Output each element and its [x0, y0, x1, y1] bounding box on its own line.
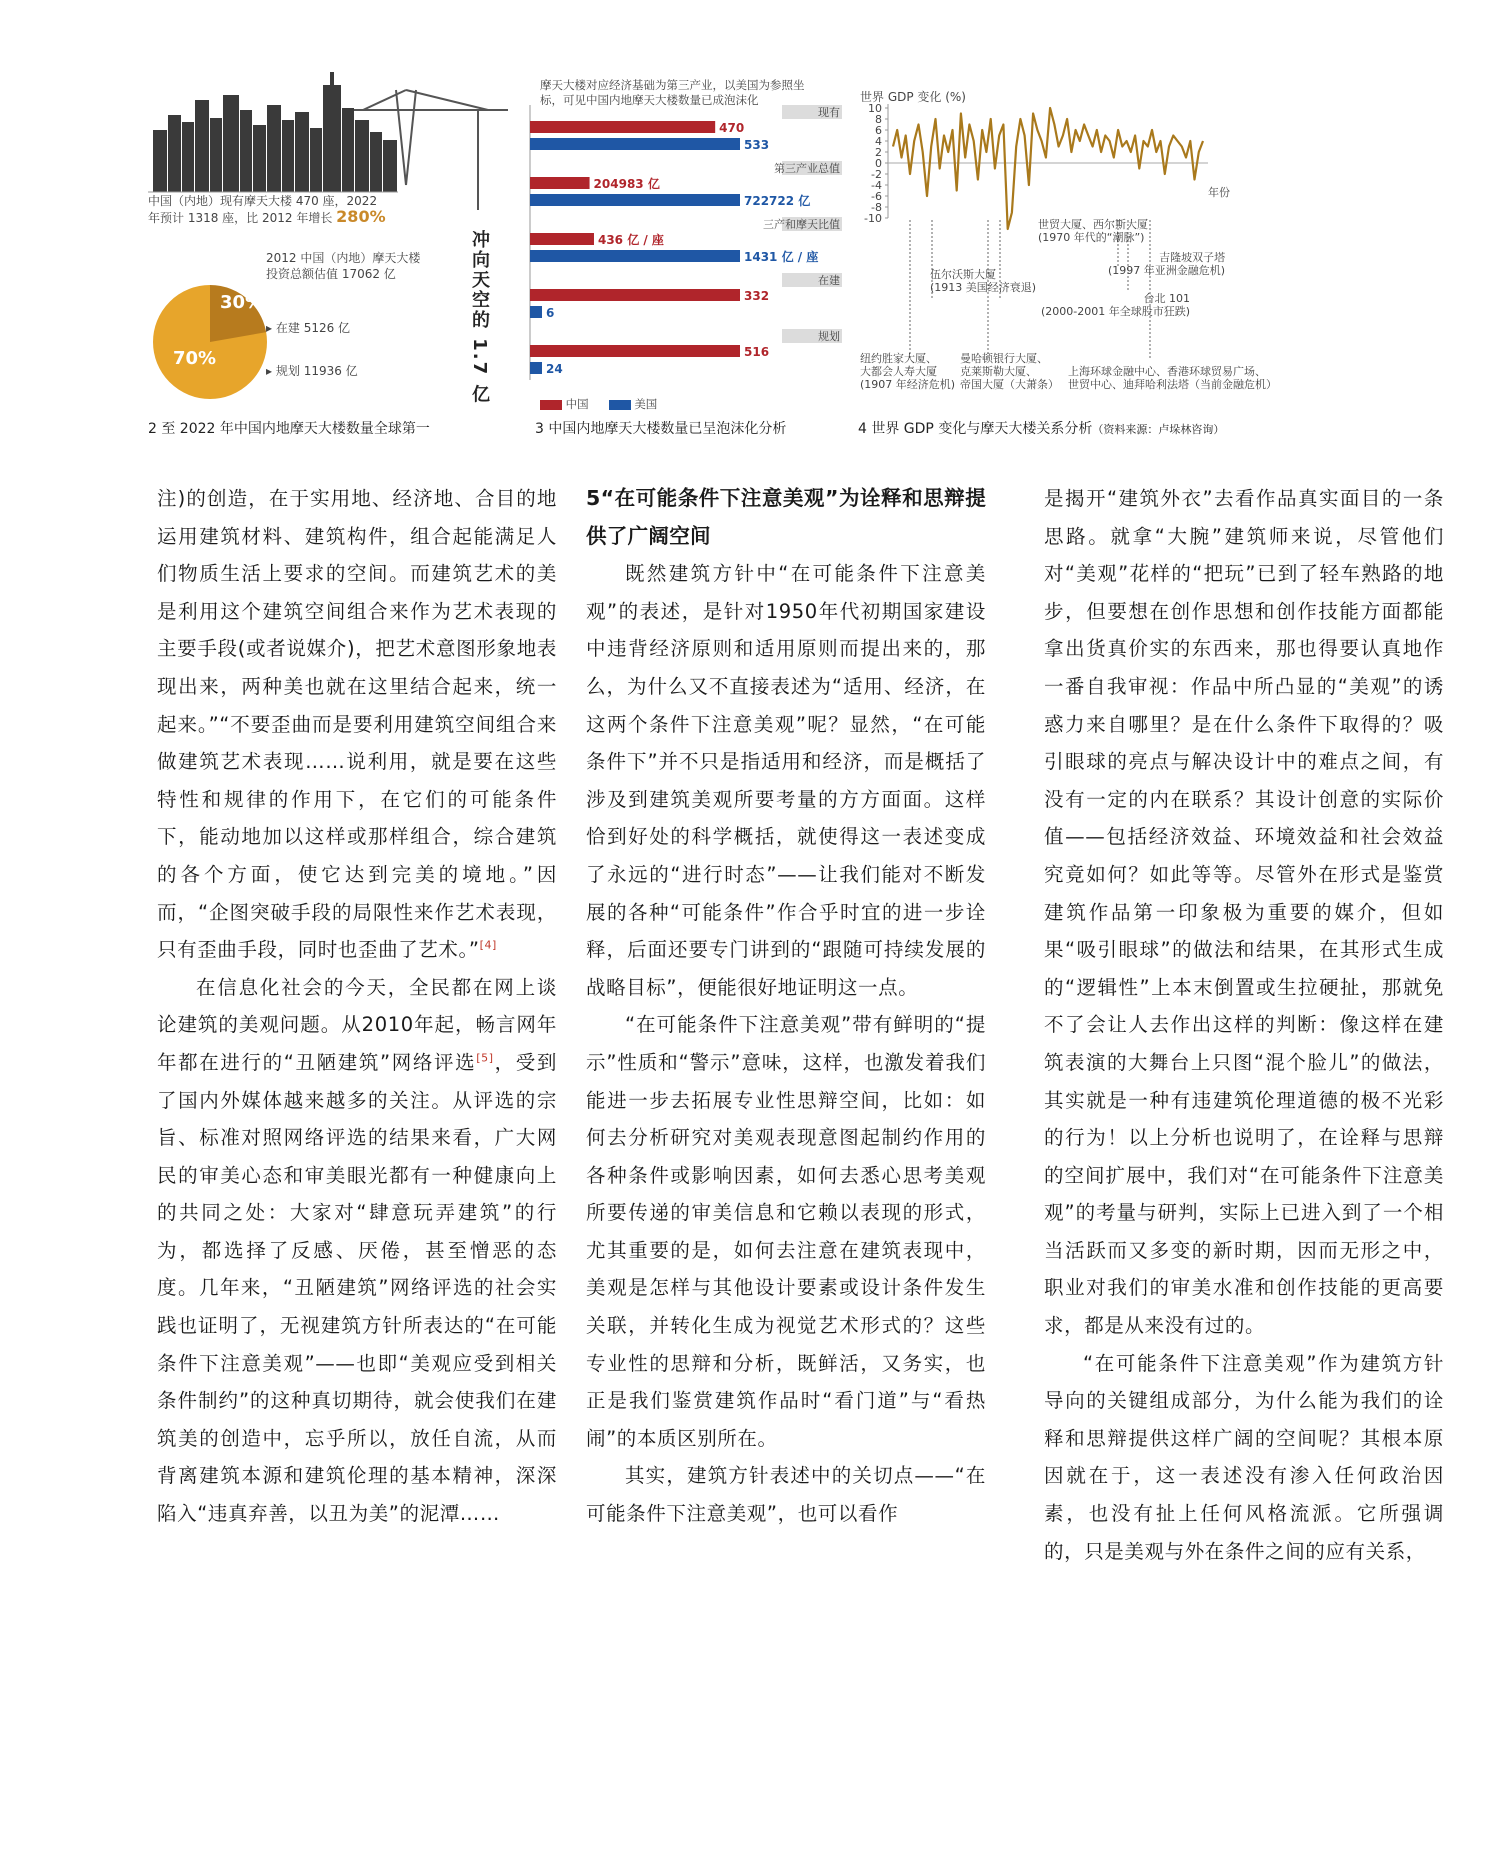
y-tick-label: 4	[875, 135, 882, 148]
group-label: 现有	[818, 106, 840, 119]
annotation-woolworth-note: (1913 美国经济衰退)	[930, 281, 1037, 294]
gdp-xlabel: 年份	[1208, 186, 1230, 199]
col2-paragraph-2: “在可能条件下注意美观”带有鲜明的“提示”性质和“警示”意味，这样，也激发着我们能进一步去拓展专业性思辩空间，比如：如何去分析研究对美观表现意图起制约作用的各种条件或影响因素，如何去悉心思考美观所要传递的审美信息和它赖以表现的形式，尤其重要的是，如何去注意在建筑表现中，美观是怎样与其他设计要素或设计条件发生关联，并转化生成为视觉艺术形式的？这些专业性的思辩和分析，既鲜活，又务实，也正是我们鉴赏建筑作品时“看门道”与“看热闹”的本质区别所在。	[586, 1013, 986, 1450]
bottom-note-depression-c: 帝国大厦（大萧条）	[960, 378, 1059, 391]
pie-building-value: 5126 亿	[303, 321, 351, 335]
fig4-caption-source: （资料来源：卢垛林咨询）	[1092, 423, 1225, 436]
pie-planned-label: 规划	[275, 364, 300, 378]
annotation-wtc	[1038, 218, 1148, 244]
pie-building-label: 在建	[275, 321, 300, 335]
annotation-wtc-title: 世贸大厦、西尔斯大厦	[1038, 218, 1148, 231]
bar-value-label: 1431 亿 / 座	[744, 250, 819, 264]
bar-value-label: 436 亿 / 座	[597, 233, 664, 247]
legend-china-label: 中国	[565, 397, 589, 411]
bottom-note-1907-b: 大都会人寿大厦	[860, 365, 937, 378]
group-label: 规划	[818, 330, 840, 343]
annotation-woolworth-title: 伍尔沃斯大厦	[930, 268, 996, 281]
fig2-stat-line1: 中国（内地）现有摩天大楼 470 座，2022	[148, 194, 378, 208]
group-label: 第三产业总值	[774, 162, 840, 175]
bar	[530, 362, 542, 374]
fig3-intro-line2: 标，可见中国内地摩天大楼数量已成泡沫化	[540, 93, 759, 107]
annotation-wtc-note: (1970 年代的“潮脉”)	[1038, 231, 1145, 244]
fig2-invest-line1: 2012 中国（内地）摩天大楼	[266, 251, 421, 265]
bar-value-label: 722722 亿	[744, 194, 811, 208]
bar	[530, 306, 542, 318]
bar	[530, 233, 594, 245]
reference-4[interactable]: [4]	[479, 938, 497, 952]
bottom-note-current	[1068, 365, 1277, 391]
skyline-buildings	[153, 72, 397, 192]
bottom-note-1907	[860, 352, 955, 391]
bar	[530, 194, 740, 206]
bottom-note-1907-c: (1907 年经济危机)	[860, 378, 956, 391]
col3-paragraph-2: “在可能条件下注意美观”作为建筑方针导向的关键组成部分，为什么能为我们的诠释和思辩提供这样广阔的空间呢？其根本原因就在于，这一表述没有渗入任何政治因素，也没有扯上任何风格流派。它所强调的，只是美观与外在条件之间的应有关系，	[1044, 1351, 1444, 1563]
gdp-series-line	[893, 108, 1203, 229]
group-label: 三产和摩天比值	[763, 218, 840, 231]
bottom-note-depression	[960, 352, 1059, 391]
legend-china	[540, 396, 589, 412]
fig2-invest-line2: 投资总额估值 17062 亿	[266, 267, 396, 281]
fig3-caption: 3 中国内地摩天大楼数量已呈泡沫化分析	[535, 421, 787, 437]
bottom-note-depression-b: 克莱斯勒大厦、	[960, 365, 1037, 378]
bottom-note-current-b: 世贸中心、迪拜哈利法塔（当前金融危机）	[1068, 378, 1277, 391]
bottom-note-depression-a: 曼哈顿银行大厦、	[960, 352, 1048, 365]
legend-china-swatch	[540, 400, 562, 410]
legend-usa-swatch	[609, 400, 631, 410]
y-tick-label: 0	[875, 157, 882, 170]
bubble-bar-chart	[522, 70, 842, 410]
legend-usa	[609, 396, 658, 412]
fig2-caption: 2 至 2022 年中国内地摩天大楼数量全球第一	[148, 421, 430, 437]
figure-3	[522, 70, 842, 445]
fig3-intro-line1: 摩天大楼对应经济基础为第三产业，以美国为参照坐	[540, 78, 805, 92]
fig4-caption-text: 4 世界 GDP 变化与摩天大楼关系分析	[858, 421, 1093, 437]
annotation-petronas	[1108, 251, 1225, 277]
gdp-ylabel: 世界 GDP 变化 (%)	[860, 90, 966, 104]
col1-p1-text: 注)的创造，在于实用地、经济地、合目的地运用建筑材料、建筑构件，组合起能满足人们物质生活上要求的空间。而建筑艺术的美是利用这个建筑空间组合来作为艺术表现的主要手段(或者说媒介)，把艺术意图形象地表现出来，两种美也就在这里结合起来，统一起来。”“不要歪曲而是要利用建筑空间组合来做建筑艺术表现……说利用，就是要在这些特性和规律的作用下，在它们的可能条件下，能动地加以这样或那样组合，综合建筑的各个方面，使它达到完美的境地。”因而，“企图突破手段的局限性来作艺术表现，只有歪曲手段，同时也歪曲了艺术。”	[157, 487, 557, 962]
bottom-note-current-a: 上海环球金融中心、香港环球贸易广场、	[1068, 365, 1266, 378]
reference-5[interactable]: [5]	[476, 1051, 494, 1065]
y-tick-label: 8	[875, 113, 882, 126]
col1-paragraph-1	[157, 480, 557, 969]
col3-paragraph-1: 是揭开“建筑外衣”去看作品真实面目的一条思路。就拿“大腕”建筑师来说，尽管他们对“美观”花样的“把玩”已到了轻车熟路的地步，但要想在创作思想和创作技能方面都能拿出货真价实的东西来，那也得要认真地作一番自我审视：作品中所凸显的“美观”的诱惑力来自哪里？是在什么条件下取得的？吸引眼球的亮点与解决设计中的难点之间，有没有一定的内在联系？其设计创意的实际价值——包括经济效益、环境效益和社会效益究竟如何？如此等等。尽管外在形式是鉴赏建筑作品第一印象极为重要的媒介，但如果“吸引眼球”的做法和结果，在其形式生成的“逻辑性”上本末倒置或生拉硬扯，那就免不了会让人去作出这样的判断：像这样在建筑表演的大舞台上只图“混个脸儿”的做法，其实就是一种有违建筑伦理道德的极不光彩的行为！以上分析也说明了，在诠释与思辩的空间扩展中，我们对“在可能条件下注意美观”的考量与研判，实际上已进入到了一个相当活跃而又多变的新时期，因而无形之中，职业对我们的审美水准和创作技能的更高要求，都是从来没有过的。	[1044, 487, 1444, 1338]
annotation-taipei	[1030, 292, 1190, 318]
col1-p2b-text: ，受到了国内外媒体越来越多的关注。从评选的宗旨、标准对照网络评选的结果来看，广大网民的审美心态和审美眼光都有一种健康向上的共同之处：大家对“肆意玩弄建筑”的行为，都选择了反感、厌倦，甚至憎恶的态度。几年来，“丑陋建筑”网络评选的社会实践也证明了，无视建筑方针所表达的“在可能条件下注意美观”——也即“美观应受到相关条件制约”的这种真切期待，就会使我们在建筑美的创造中，忘乎所以，放任自流，从而背离建筑本源和建筑伦理的基本精神，深深陷入“违真弃善，以丑为美”的泥潭……	[157, 1050, 557, 1526]
bar-value-label: 470	[719, 121, 745, 135]
y-tick-label: -4	[871, 179, 882, 192]
annotation-woolworth	[930, 268, 1036, 294]
y-tick-label: -2	[871, 168, 882, 181]
bar	[530, 250, 740, 262]
group-label: 在建	[818, 274, 840, 287]
y-tick-label: 6	[875, 124, 882, 137]
pie-big-pct: 70%	[173, 348, 217, 369]
annotation-taipei-note: (2000-2001 年全球股市狂跌)	[1040, 305, 1190, 318]
annotation-petronas-note: (1997 年亚洲金融危机)	[1108, 264, 1226, 277]
bar	[530, 177, 590, 189]
bar-value-label: 204983 亿	[593, 177, 660, 191]
bar	[530, 121, 715, 133]
text-column-3	[1044, 480, 1444, 1570]
y-tick-label: -10	[864, 212, 882, 225]
fig4-caption	[858, 418, 1224, 438]
pie-small-pct: 30%	[220, 292, 264, 313]
col1-paragraph-2	[157, 969, 557, 1533]
y-tick-label: -6	[871, 190, 882, 203]
bar-value-label: 516	[744, 345, 770, 359]
bar-value-label: 332	[744, 289, 770, 303]
y-tick-label: -8	[871, 201, 882, 214]
legend-usa-label: 美国	[634, 397, 658, 411]
col2-paragraph-1: 既然建筑方针中“在可能条件下注意美观”的表述，是针对1950年代初期国家建设中违背经济原则和适用原则而提出来的，那么，为什么又不直接表述为“适用、经济，在这两个条件下注意美观”呢？显然，“在可能条件下”并不只是指适用和经济，而是概括了涉及到建筑美观所要考量的方方面面。这样恰到好处的科学概括，就使得这一表述变成了永远的“进行时态”——让我们能对不断发展的各种“可能条件”作合乎时宜的进一步诠释，后面还要专门讲到的“跟随可持续发展的战略目标”，便能很好地证明这一点。	[586, 562, 986, 999]
fig2-vertical-title: 冲向天空的 1.7 亿	[469, 230, 490, 405]
col1-p2a-text: 在信息化社会的今天，全民都在网上谈论建筑的美观问题。从2010年起，畅言网年年都在进行的“丑陋建筑”网络评选	[157, 975, 557, 1074]
bottom-note-1907-a: 纽约胜家大厦、	[860, 352, 937, 365]
text-column-1	[157, 480, 557, 1533]
y-tick-label: 10	[868, 102, 882, 115]
bar-value-label: 24	[546, 362, 563, 376]
col2-paragraph-3: 其实，建筑方针表述中的关切点——“在可能条件下注意美观”，也可以看作	[586, 1464, 986, 1526]
fig2-growth: 280%	[336, 207, 386, 226]
annotation-taipei-title: 台北 101	[1143, 292, 1190, 305]
figure-2: 中国（内地）现有摩天大楼 470 座，2022 年预计 1318 座，比 2012 年增长 280% 2012 中国（内地）摩天大楼 投资总额估值 17062 亿 冲向天空的 1.7 亿 30% 70% ▸ 在建 5126 亿 ▸ 规划 11936 亿	[148, 70, 510, 445]
annotation-petronas-title: 吉隆坡双子塔	[1159, 251, 1226, 264]
y-tick-label: 2	[875, 146, 882, 159]
section-heading-5: 5“在可能条件下注意美观”为诠释和思辩提供了广阔空间	[586, 486, 986, 548]
bar-value-label: 533	[744, 138, 770, 152]
bar-value-label: 6	[546, 306, 555, 320]
figure-4	[850, 70, 1310, 445]
fig2-stat-line2: 年预计 1318 座，比 2012 年增长	[148, 211, 333, 225]
pie-planned-value: 11936 亿	[303, 364, 358, 378]
text-column-2	[586, 480, 986, 1533]
bar	[530, 289, 740, 301]
bar	[530, 138, 740, 150]
bar	[530, 345, 740, 357]
